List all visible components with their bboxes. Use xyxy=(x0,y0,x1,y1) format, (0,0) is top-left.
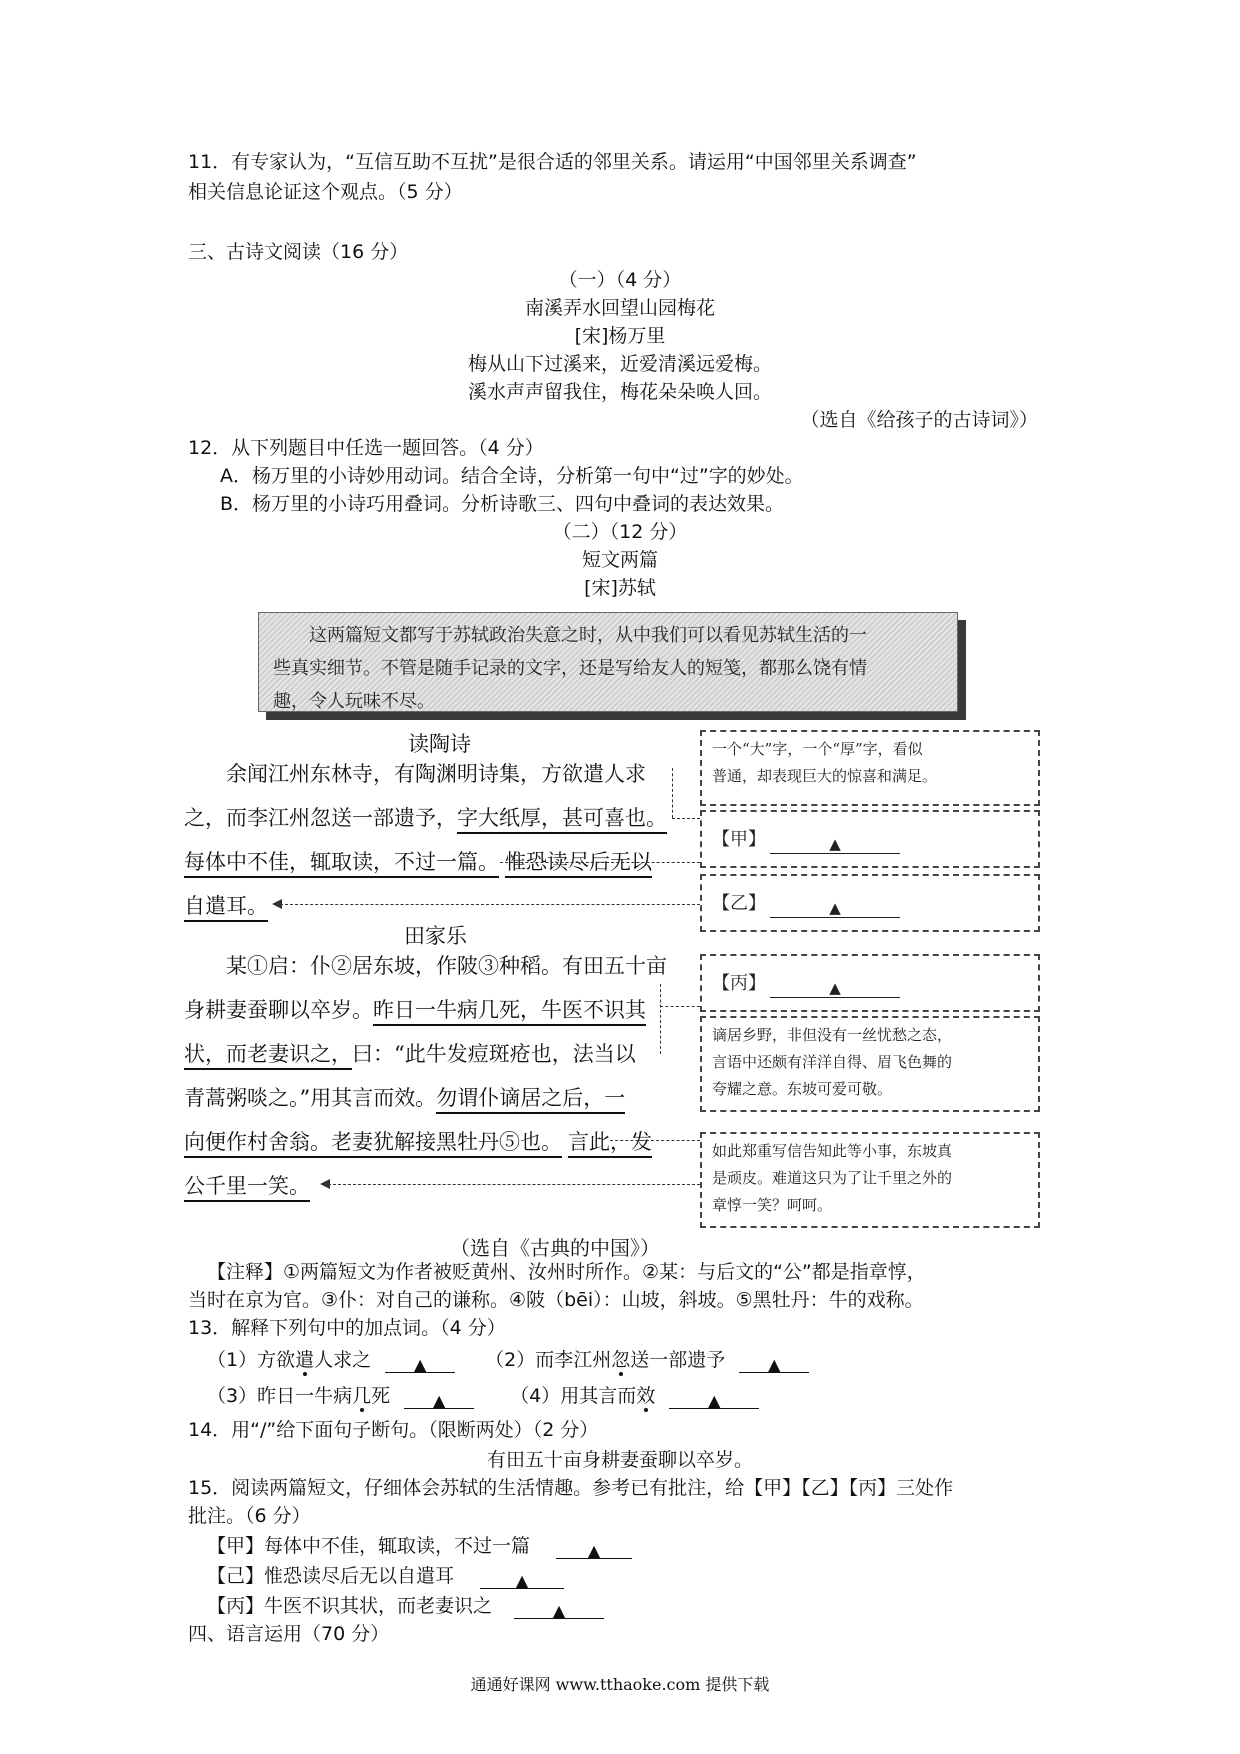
footer: 通通好课网 www.tthaoke.com 提供下载 xyxy=(470,1675,770,1694)
text1-line4 xyxy=(184,884,268,928)
q15-item3 xyxy=(207,1592,604,1620)
connector-bing xyxy=(660,1006,700,1007)
blank-mark-icon: ▲ xyxy=(829,979,841,997)
annotation-2-line3: 夸耀之意。东坡可爱可敬。 xyxy=(712,1080,893,1098)
q12-option-a: A．杨万里的小诗妙用动词。结合全诗，分析第一句中“过”字的妙处。 xyxy=(220,465,804,487)
annotation-3-line2: 是顽皮。难道这只为了让千里之外的 xyxy=(712,1169,953,1187)
blank-mark-icon: ▲ xyxy=(768,1355,781,1374)
text2-line5a-underlined: 向便作村舍翁。老妻犹解接黑牡丹⑤也。 xyxy=(184,1130,562,1158)
label-bing: 【丙】 xyxy=(712,973,766,994)
q13-item3-post: 死 xyxy=(371,1385,391,1407)
text1-line1: 余闻江州东林寺，有陶渊明诗集，方欲遣人求 xyxy=(226,762,646,786)
annotation-1-line2: 普通，却表现巨大的惊喜和满足。 xyxy=(712,767,938,785)
text1-line3b-underlined: 惟恐读尽后无以 xyxy=(505,850,652,878)
intro-panel xyxy=(258,612,958,712)
connector-2 xyxy=(610,1140,700,1141)
poem-line2: 溪水声声留我住，梅花朵朵唤人回。 xyxy=(467,381,772,403)
q13-blank-1[interactable] xyxy=(385,1350,455,1373)
annotation-3-line1: 如此郑重写信告知此等小事，东坡真 xyxy=(712,1142,953,1160)
q13-item2-post: 送一部遗予 xyxy=(630,1349,726,1371)
intro-line2: 些真实细节。不管是随手记录的文字，还是写给友人的短笺，都那么饶有情 xyxy=(273,658,867,679)
blank-jia[interactable] xyxy=(770,831,900,854)
q13-item4-pre: （4）用其言而 xyxy=(510,1385,637,1407)
text2-line4b-underlined: 勿谓仆谪居之后，一 xyxy=(436,1086,625,1114)
q15-line2: 批注。（6 分） xyxy=(188,1505,311,1527)
q14-sentence: 有田五十亩身耕妻蚕聊以卒岁。 xyxy=(486,1449,753,1471)
q13-blank-2[interactable] xyxy=(739,1350,809,1373)
q15-blank-2[interactable] xyxy=(480,1566,564,1589)
connector-3 xyxy=(328,1184,700,1185)
connector-yi xyxy=(280,904,700,905)
poem-source: （选自《给孩子的古诗词》） xyxy=(800,409,1038,431)
section3-title: 三、古诗文阅读（16 分） xyxy=(188,241,409,263)
q11-line2: 相关信息论证这个观点。（5 分） xyxy=(188,181,463,203)
q13-items-row2 xyxy=(207,1382,759,1410)
annotation-box-2 xyxy=(700,1016,1040,1112)
annotation-2-line2: 言语中还颇有洋洋自得、眉飞色舞的 xyxy=(712,1053,953,1071)
poem-title: 南溪弄水回望山园梅花 xyxy=(524,297,715,319)
annotation-box-yi xyxy=(700,874,1040,932)
annotation-box-bing xyxy=(700,954,1040,1012)
q15-blank-1[interactable] xyxy=(556,1536,632,1559)
text1-title: 读陶诗 xyxy=(408,732,471,756)
blank-mark-icon: ▲ xyxy=(552,1601,566,1620)
text1-line2 xyxy=(184,796,667,840)
q13-items-row1 xyxy=(207,1346,809,1374)
connector-jia xyxy=(500,862,700,863)
text1-line2b-underlined: 字大纸厚，甚可喜也。 xyxy=(457,806,667,834)
blank-mark-icon: ▲ xyxy=(829,899,841,917)
q13-item2-pre: （2）而李江州 xyxy=(485,1349,612,1371)
q12-stem: 12．从下列题目中任选一题回答。（4 分） xyxy=(188,437,544,459)
q13-item1-post: 人求之 xyxy=(314,1349,372,1371)
connector-1 xyxy=(672,818,700,819)
q13-stem: 13．解释下列句中的加点词。（4 分） xyxy=(188,1317,506,1339)
blank-mark-icon: ▲ xyxy=(708,1391,721,1410)
annotation-box-1 xyxy=(700,730,1040,806)
prose-part: （二）（12 分） xyxy=(552,521,688,543)
poem-author: [宋]杨万里 xyxy=(574,325,666,347)
notes-line2: 当时在京为官。③仆：对自己的谦称。④陂（bēi）：山坡，斜坡。⑤黑牡丹：牛的戏称。 xyxy=(188,1289,924,1311)
q15-blank-3[interactable] xyxy=(514,1596,604,1619)
text2-line4a: 青蒿粥啖之。”用其言而效。 xyxy=(184,1086,437,1110)
q15-item2 xyxy=(207,1562,564,1590)
text2-line3a-underlined: 状，而老妻识之， xyxy=(184,1042,352,1070)
arrow-left-icon xyxy=(272,899,282,909)
label-jia: 【甲】 xyxy=(712,829,766,850)
arrow-left-icon xyxy=(320,1179,330,1189)
annotation-2-line1: 谪居乡野，非但没有一丝忧愁之态， xyxy=(712,1026,953,1044)
text2-line2 xyxy=(184,988,646,1032)
intro-line1: 这两篇短文都写于苏轼政治失意之时，从中我们可以看见苏轼生活的一 xyxy=(309,625,867,646)
intro-line3: 趣，令人玩味不尽。 xyxy=(273,691,435,712)
annotation-3-line3: 章惇一笑？呵呵。 xyxy=(712,1196,833,1214)
q13-item2-dotted: 忽 xyxy=(611,1349,631,1371)
annotation-box-3 xyxy=(700,1132,1040,1228)
text2-line1: 某①启：仆②居东坡，作陂③种稻。有田五十亩 xyxy=(226,954,667,978)
notes-line1: 【注释】①两篇短文为作者被贬黄州、汝州时所作。②某：与后文的“公”都是指章惇， xyxy=(207,1261,926,1283)
text2-line3b: 曰：“此牛发痘斑疮也，法当以 xyxy=(352,1042,636,1066)
label-yi: 【乙】 xyxy=(712,893,766,914)
blank-mark-icon: ▲ xyxy=(587,1541,601,1560)
text1-line3a-underlined: 每体中不佳，辄取读，不过一篇。 xyxy=(184,850,499,878)
q15-item1-text: 【甲】每体中不佳，辄取读，不过一篇 xyxy=(207,1535,531,1557)
q13-item3-dotted: 几 xyxy=(352,1385,372,1407)
prose-source: （选自《古典的中国》） xyxy=(450,1236,660,1260)
blank-yi[interactable] xyxy=(770,895,900,918)
text2-line2a: 身耕妻蚕聊以卒岁。 xyxy=(184,998,373,1022)
q13-item4-dotted: 效 xyxy=(636,1385,656,1407)
blank-bing[interactable] xyxy=(770,975,900,998)
q15-line1: 15．阅读两篇短文，仔细体会苏轼的生活情趣。参考已有批注，给【甲】【乙】【丙】三处作 xyxy=(188,1477,954,1499)
section4-title: 四、语言运用（70 分） xyxy=(188,1623,390,1645)
annotation-1-line1: 一个“大”字，一个“厚”字，看似 xyxy=(712,740,923,758)
text2-line5 xyxy=(184,1120,652,1164)
text2-title: 田家乐 xyxy=(404,924,467,948)
prose-title: 短文两篇 xyxy=(581,549,658,571)
q15-item1 xyxy=(207,1532,632,1560)
poem-part: （一）（4 分） xyxy=(558,269,682,291)
q13-blank-3[interactable] xyxy=(404,1386,474,1409)
text2-line2b-underlined: 昨日一牛病几死，牛医不识其 xyxy=(373,998,646,1026)
q15-item3-text: 【丙】牛医不识其状，而老妻识之 xyxy=(207,1595,493,1617)
blank-mark-icon: ▲ xyxy=(829,835,841,853)
text1-line4-underlined: 自遣耳。 xyxy=(184,894,268,922)
text2-line6 xyxy=(184,1164,310,1208)
q14-stem: 14．用“/”给下面句子断句。（限断两处）（2 分） xyxy=(188,1419,599,1441)
connector-bing-vertical xyxy=(660,984,661,1054)
connector-1-vertical xyxy=(672,768,673,818)
text2-line3 xyxy=(184,1032,636,1076)
text2-line6-underlined: 公千里一笑。 xyxy=(184,1174,310,1202)
q15-item2-text: 【己】惟恐读尽后无以自遣耳 xyxy=(207,1565,455,1587)
q11-line1: 11．有专家认为，“互信互助不互扰”是很合适的邻里关系。请运用“中国邻里关系调查” xyxy=(188,151,917,173)
poem-line1: 梅从山下过溪来，近爱清溪远爱梅。 xyxy=(467,353,772,375)
q13-item1-dotted: 遣 xyxy=(295,1349,315,1371)
blank-mark-icon: ▲ xyxy=(432,1391,446,1410)
prose-author: [宋]苏轼 xyxy=(584,577,656,599)
annotation-box-jia xyxy=(700,810,1040,868)
q13-item1-pre: （1）方欲 xyxy=(207,1349,296,1371)
text1-line2a: 之，而李江州忽送一部遗予， xyxy=(184,806,457,830)
q13-item3-pre: （3）昨日一牛病 xyxy=(207,1385,353,1407)
q12-option-b: B．杨万里的小诗巧用叠词。分析诗歌三、四句中叠词的表达效果。 xyxy=(220,493,785,515)
text2-line4 xyxy=(184,1076,625,1120)
blank-mark-icon: ▲ xyxy=(413,1355,427,1374)
text2-line5b-underlined: 言此，发 xyxy=(568,1130,652,1158)
q13-blank-4[interactable] xyxy=(669,1386,759,1409)
blank-mark-icon: ▲ xyxy=(515,1571,529,1590)
